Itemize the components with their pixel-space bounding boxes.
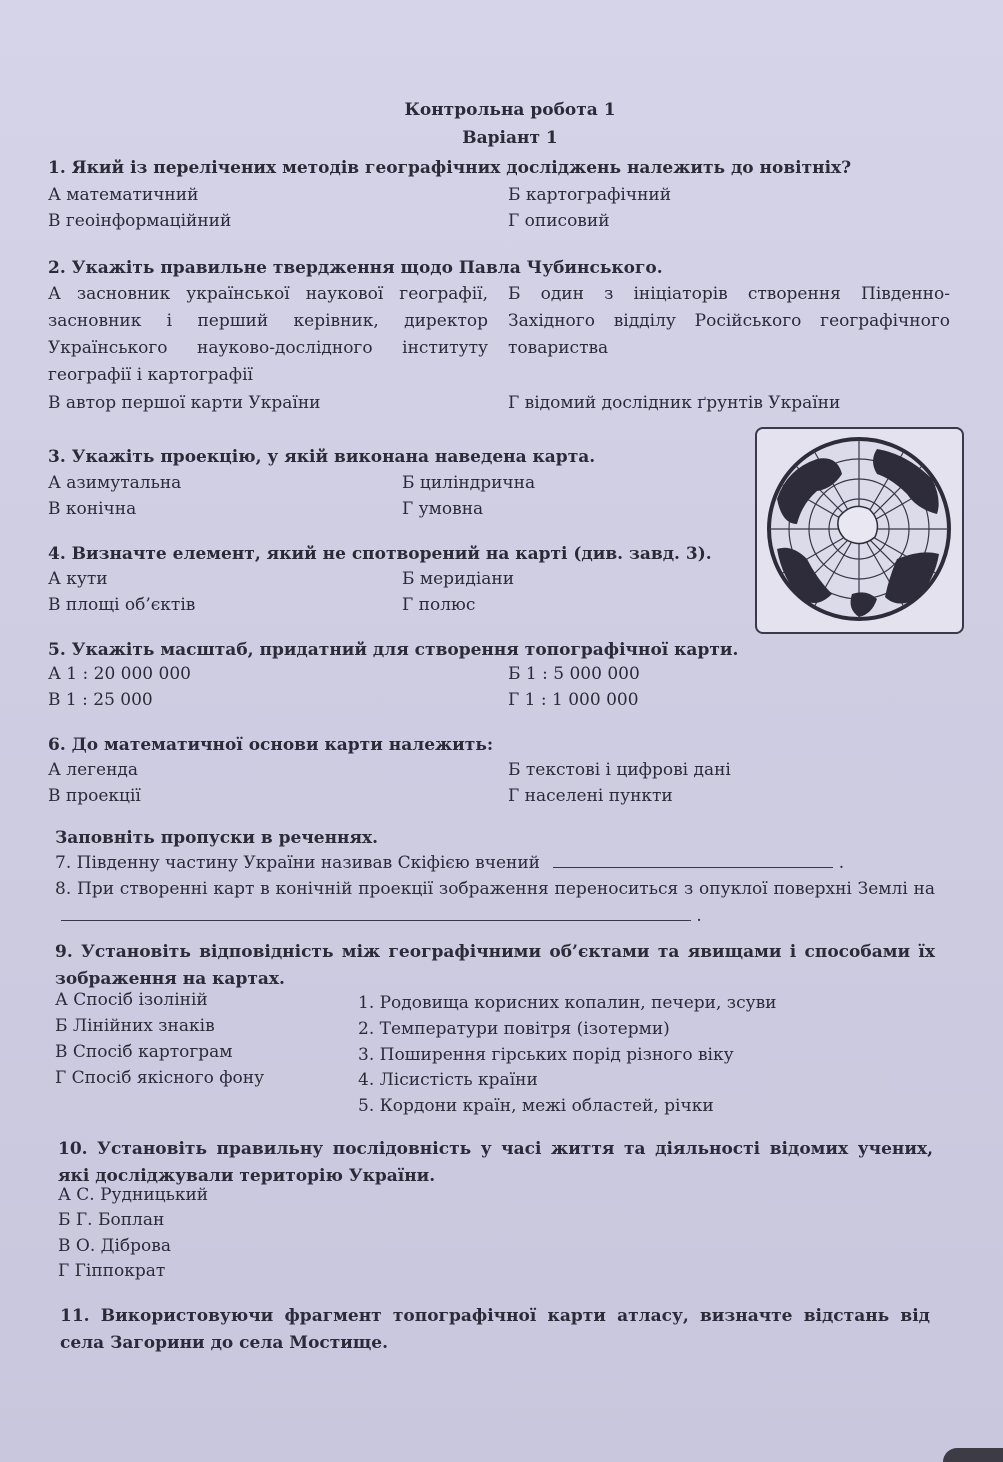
q9-right-1: 1. Родовища корисних копалин, печери, зсуви — [358, 993, 777, 1013]
answer-blank-7[interactable] — [553, 853, 833, 868]
question-6: 6. До математичної основи карти належить: — [48, 735, 494, 755]
polar-azimuthal-map-icon — [757, 429, 962, 632]
q3-option-g: Г умовна — [402, 499, 484, 519]
q4-option-v: В площі об’єктів — [48, 595, 196, 615]
question-7-text: 7. Південну частину України називав Скіфією вчений — [55, 853, 540, 873]
q5-option-b: Б 1 : 5 000 000 — [508, 664, 640, 684]
q1-option-a: А математичний — [48, 185, 199, 205]
question-1: 1. Який із перелічених методів географічних досліджень належить до новітніх? — [48, 158, 852, 178]
question-8-text: 8. При створенні карт в конічній проекції зображення переноситься з опуклої поверхні Землі на — [55, 879, 935, 899]
q5-option-v: В 1 : 25 000 — [48, 690, 153, 710]
photo-corner-shadow — [943, 1448, 1003, 1462]
q10-item-v: В О. Діброва — [58, 1236, 171, 1256]
q9-right-5: 5. Кордони країн, межі областей, річки — [358, 1096, 714, 1116]
question-11: 11. Використовуючи фрагмент топографічної карти атласу, визначте відстань від села Загорини до села Мостище. — [60, 1306, 930, 1353]
q3-option-v: В конічна — [48, 499, 137, 519]
q9-right-4: 4. Лісистість країни — [358, 1070, 538, 1090]
fill-in-heading: Заповніть пропуски в реченнях. — [55, 828, 379, 848]
q1-option-b: Б картографічний — [508, 185, 672, 205]
question-4: 4. Визначте елемент, який не спотворений на карті (див. завд. 3). — [48, 544, 712, 564]
question-8: 8. При створенні карт в конічній проекції зображення переноситься з опуклої поверхні Землі на . — [55, 879, 935, 926]
q5-option-a: А 1 : 20 000 000 — [48, 664, 191, 684]
q2-option-a: А засновник української наукової географії, засновник і перший керівник, директор Українського науково-дослідного інституту географії і картографії — [48, 284, 488, 385]
q2-option-b: Б один з ініціаторів створення Південно-Західного відділу Російського географічного товариства — [508, 284, 950, 358]
variant-label: Варіант 1 — [462, 128, 558, 148]
q9-left-v: В Спосіб картограм — [55, 1042, 233, 1062]
q6-option-a: А легенда — [48, 760, 139, 780]
q9-left-b: Б Лінійних знаків — [55, 1016, 215, 1036]
q3-option-b: Б циліндрична — [402, 473, 536, 493]
question-7: 7. Південну частину України називав Скіфією вчений . — [55, 853, 845, 873]
q2-option-v: В автор першої карти України — [48, 393, 321, 413]
q10-item-b: Б Г. Боплан — [58, 1210, 165, 1230]
q4-option-b: Б меридіани — [402, 569, 515, 589]
q4-option-g: Г полюс — [402, 595, 476, 615]
q9-right-2: 2. Температури повітря (ізотерми) — [358, 1019, 670, 1039]
question-2: 2. Укажіть правильне твердження щодо Павла Чубинського. — [48, 258, 663, 278]
q6-option-g: Г населені пункти — [508, 786, 673, 806]
worksheet-title: Контрольна робота 1 — [404, 100, 616, 120]
q4-option-a: А кути — [48, 569, 108, 589]
q9-left-a: А Спосіб ізоліній — [55, 990, 208, 1010]
q9-right-3: 3. Поширення гірських порід різного віку — [358, 1045, 734, 1065]
q1-option-g: Г описовий — [508, 211, 610, 231]
question-10: 10. Установіть правильну послідовність у часі життя та діяльності відомих учених, які досліджували територію України. — [58, 1139, 933, 1186]
q10-item-a: А С. Рудницький — [58, 1185, 209, 1205]
q10-item-g: Г Гіппократ — [58, 1261, 166, 1281]
q6-option-b: Б текстові і цифрові дані — [508, 760, 731, 780]
answer-blank-8[interactable] — [61, 906, 691, 921]
q3-option-a: А азимутальна — [48, 473, 182, 493]
q1-option-v: В геоінформаційний — [48, 211, 232, 231]
q5-option-g: Г 1 : 1 000 000 — [508, 690, 639, 710]
question-9: 9. Установіть відповідність між географічними об’єктами та явищами і способами їх зображення на картах. — [55, 942, 935, 989]
q6-option-v: В проекції — [48, 786, 141, 806]
q2-option-g: Г відомий дослідник ґрунтів України — [508, 393, 841, 413]
question-5: 5. Укажіть масштаб, придатний для створення топографічної карти. — [48, 640, 739, 660]
question-3: 3. Укажіть проекцію, у якій виконана наведена карта. — [48, 447, 596, 467]
map-figure — [755, 427, 964, 634]
q9-left-g: Г Спосіб якісного фону — [55, 1068, 265, 1088]
